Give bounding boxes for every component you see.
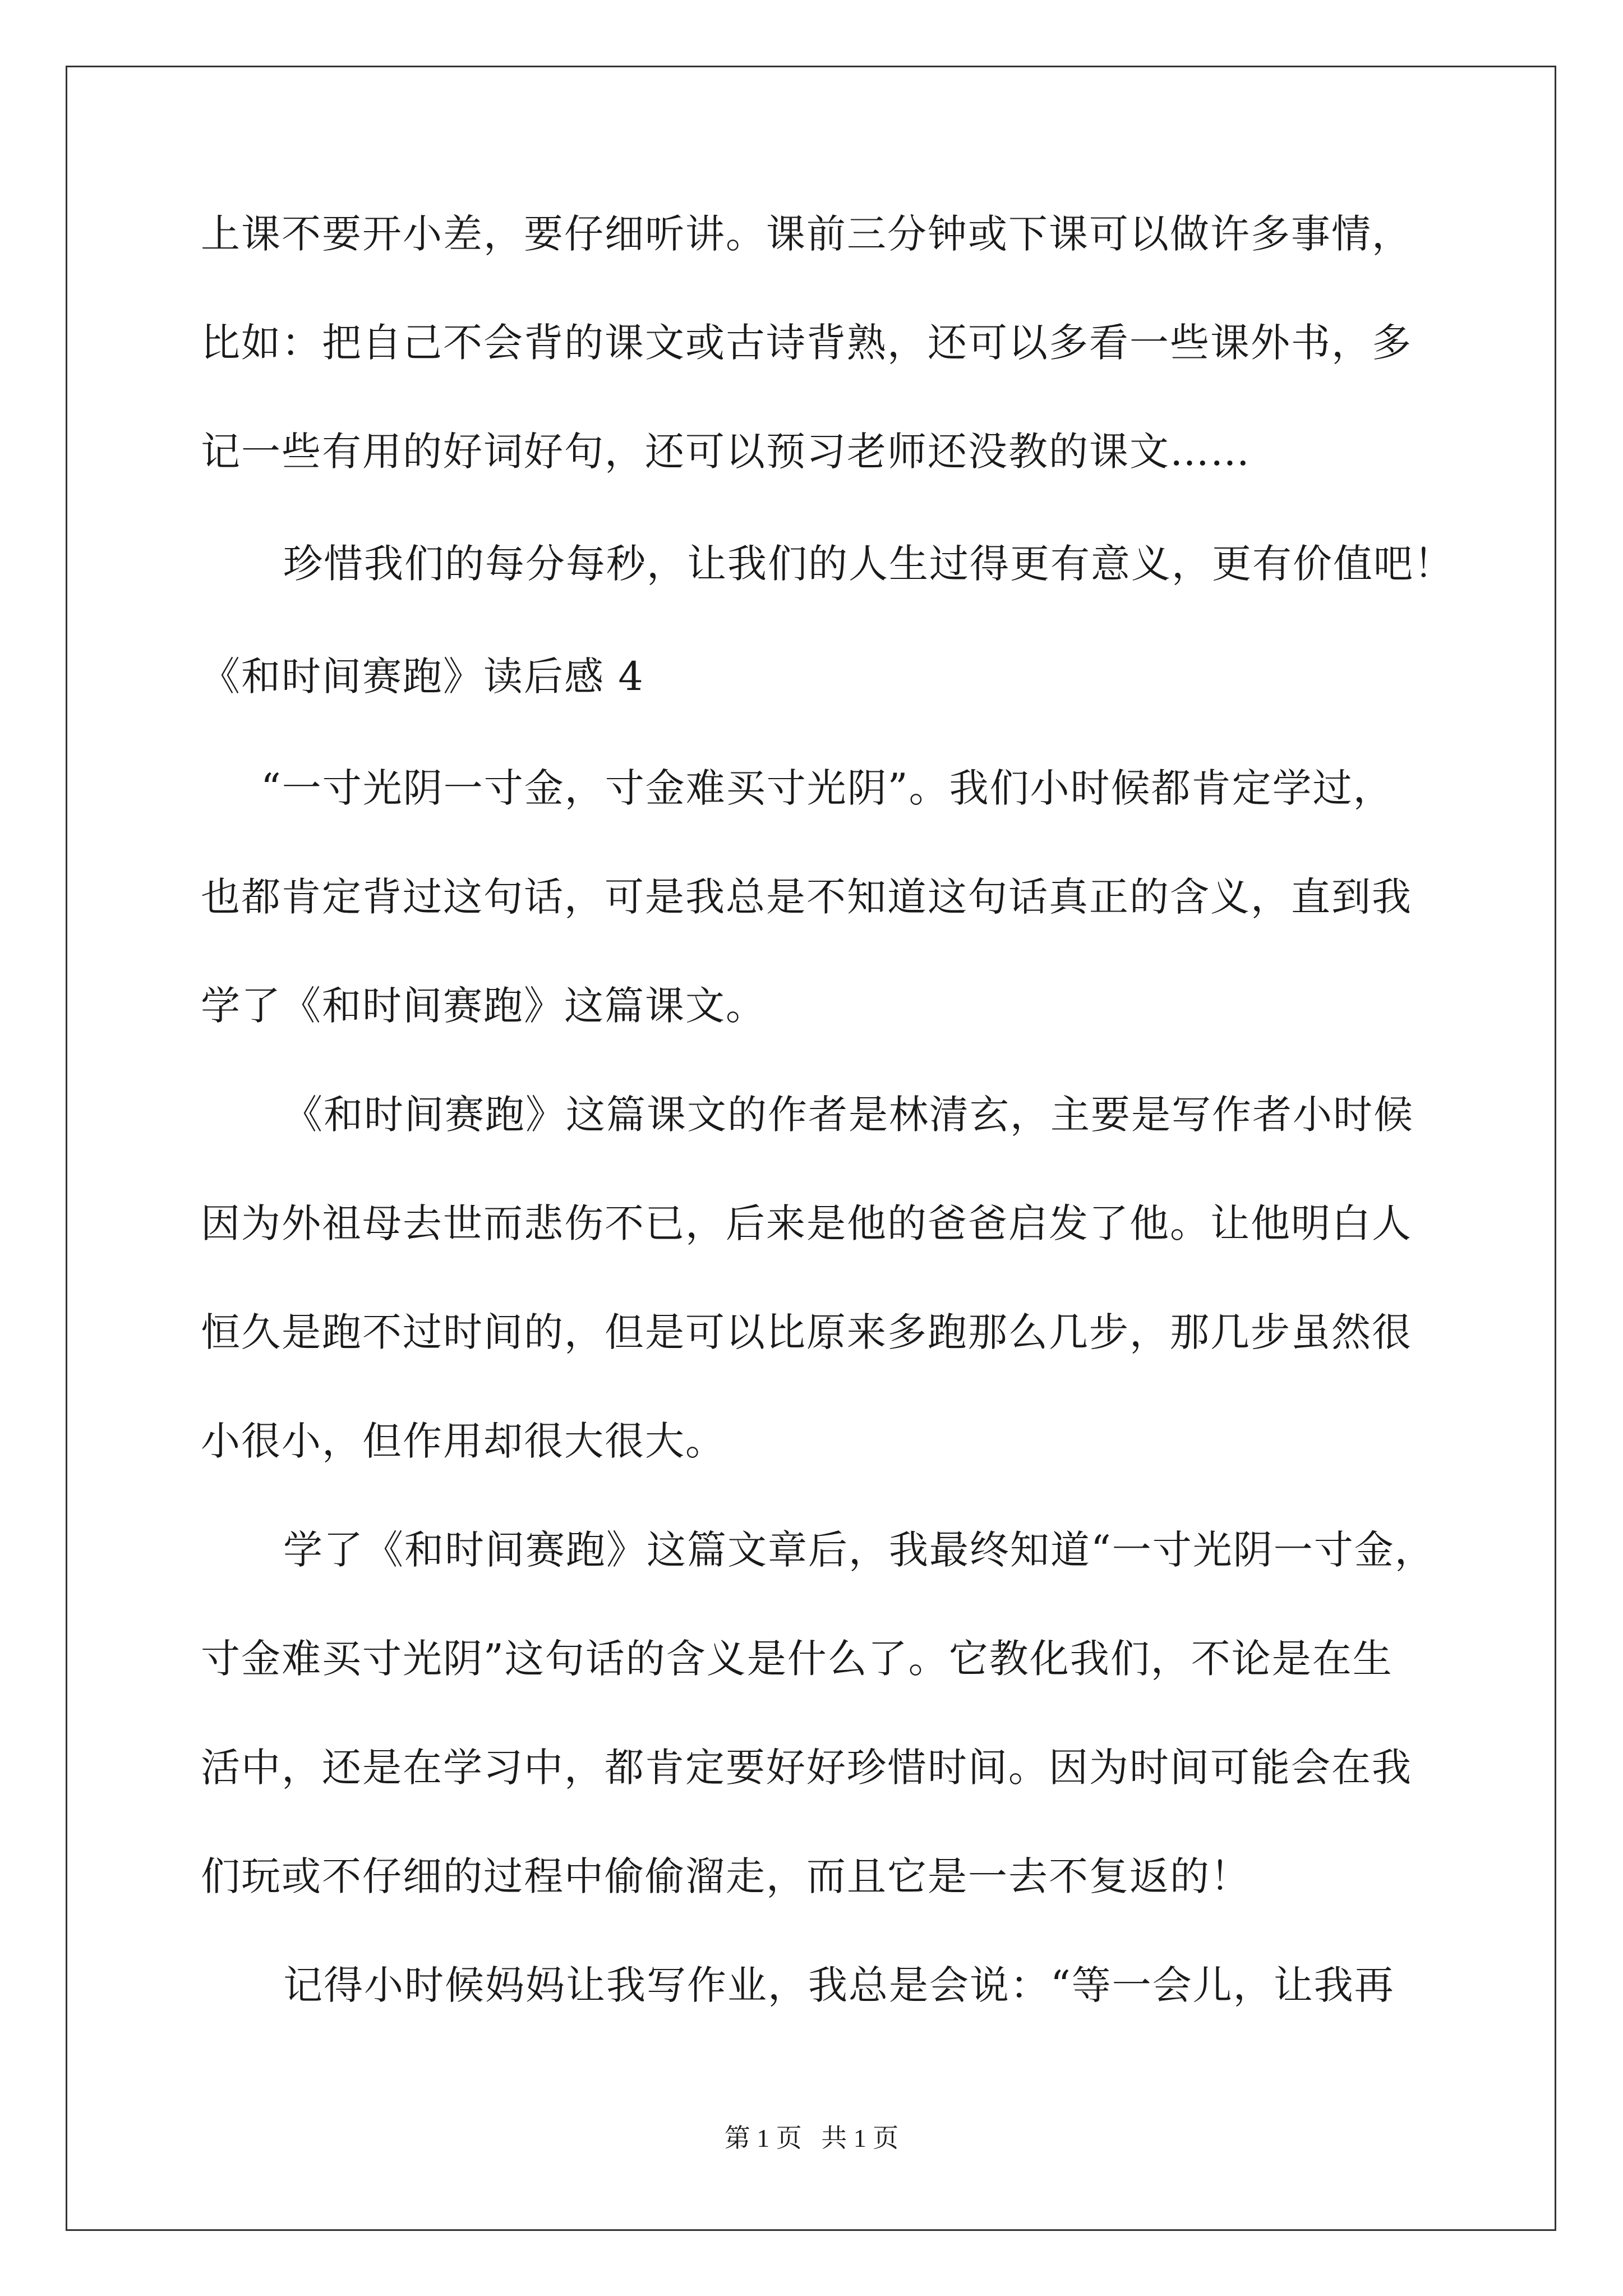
section-heading: 《和时间赛跑》读后感 4 — [201, 654, 644, 700]
body-text-line: 上课不要开小差，要仔细听讲。课前三分钟或下课可以做许多事情， — [201, 211, 1412, 257]
body-text-line: 珍惜我们的每分每秒，让我们的人生过得更有意义，更有价值吧！ — [283, 541, 1454, 587]
body-text-line: 们玩或不仔细的过程中偷偷溜走，而且它是一去不复返的！ — [201, 1853, 1251, 1899]
body-text-line: “一寸光阴一寸金，寸金难买寸光阴”。我们小时候都肯定学过， — [261, 765, 1394, 811]
body-text-line: 寸金难买寸光阴”这句话的含义是什么了。它教化我们，不论是在生 — [201, 1636, 1393, 1682]
body-text-line: 学了《和时间赛跑》这篇课文。 — [201, 983, 766, 1029]
body-text-line: 记得小时候妈妈让我写作业，我总是会说：“等一会儿，让我再 — [283, 1962, 1395, 2008]
body-text-line: 记一些有用的好词好句，还可以预习老师还没教的课文…… — [201, 429, 1251, 475]
page-number-footer: 第 1 页 共 1 页 — [724, 2124, 899, 2152]
body-text-line: 小很小，但作用却很大很大。 — [201, 1418, 726, 1464]
body-text-line: 也都肯定背过这句话，可是我总是不知道这句话真正的含义，直到我 — [201, 874, 1412, 920]
body-text-line: 恒久是跑不过时间的，但是可以比原来多跑那么几步，那几步虽然很 — [201, 1309, 1412, 1355]
body-text-line: 《和时间赛跑》这篇课文的作者是林清玄，主要是写作者小时候 — [283, 1092, 1414, 1138]
body-text-line: 学了《和时间赛跑》这篇文章后，我最终知道“一寸光阴一寸金， — [283, 1527, 1435, 1573]
body-text-line: 比如：把自己不会背的课文或古诗背熟，还可以多看一些课外书，多 — [201, 320, 1412, 366]
body-text-line: 因为外祖母去世而悲伤不已，后来是他的爸爸启发了他。让他明白人 — [201, 1200, 1412, 1246]
body-text-line: 活中，还是在学习中，都肯定要好好珍惜时间。因为时间可能会在我 — [201, 1745, 1412, 1791]
page-border — [66, 66, 1556, 2231]
